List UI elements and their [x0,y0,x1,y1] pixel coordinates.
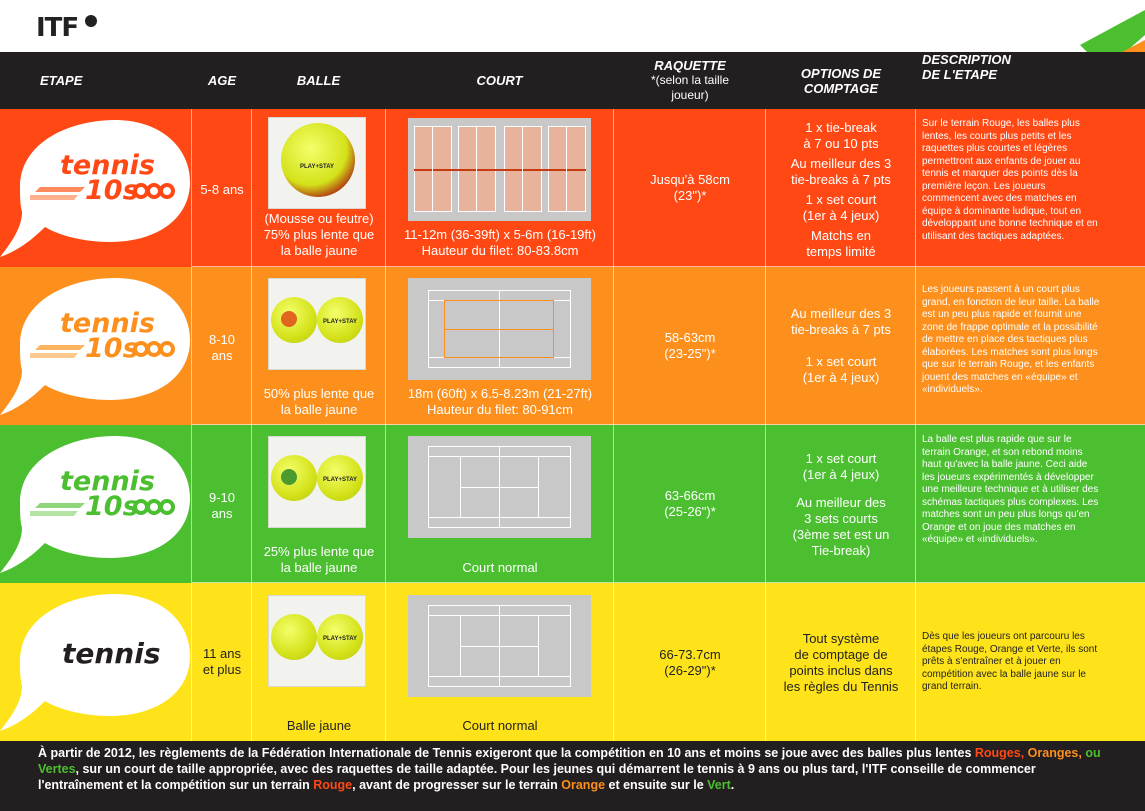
scoring-line: 3 sets courts [804,511,878,526]
court-diagram-full [408,436,591,538]
court-caption-line: 18m (60ft) x 6.5-8.23m (21-27ft) [407,386,593,401]
footer-red-word: Rouges, [974,746,1025,760]
footer-note [0,741,1145,811]
racket-size-line: 58-63cm [664,330,716,345]
header-options-l1: OPTIONS DE [800,65,882,81]
tennis-ball-icon [85,15,97,27]
header-age: AGE [207,73,237,88]
scoring-options [766,117,916,263]
ball-caption-line: (Mousse ou feutre) [264,211,374,226]
divider [192,582,1145,583]
ball-print: PLAY+STAY [323,636,357,642]
divider [385,109,386,741]
rings-icon [132,340,178,358]
court-caption-line: Hauteur du filet: 80-91cm [427,402,573,417]
itf-logo: ITF [36,13,79,43]
ball-photo [268,117,366,209]
court-diagram-orange [408,278,591,380]
court-caption [387,385,613,419]
ball-print: PLAY+STAY [300,164,334,170]
scoring-line: Au meilleur des 3 [790,156,892,171]
footer-ou: ou [1081,746,1101,760]
header-raquette-sub: *(selon la taille joueur) [650,73,730,102]
racket-size [614,328,766,364]
divider [192,266,1145,267]
racket-size-line: (26-29")* [664,663,716,678]
racket-size [614,486,766,522]
court-caption [387,226,613,260]
footer-text: et ensuite sur le [605,778,708,792]
footer-orange-word: Oranges, [1027,746,1082,760]
scoring-line: Au meilleur des 3 [790,306,892,321]
racket-size [614,645,766,681]
ball-caption: Balle jaune [286,718,352,733]
racket-size-line: (25-26")* [664,504,716,519]
footer-green-word: Vertes [38,762,76,776]
scoring-line: Tout système [802,631,880,646]
footer-red-word: Rouge [313,778,353,792]
ball-caption [254,543,384,577]
ball-caption-line: 50% plus lente que [263,386,375,401]
scoring-line: tie-breaks à 7 pts [791,172,891,187]
ball-caption [254,210,384,260]
stage-description: La balle est plus rapide que sur le terrain Orange, et son rebond moins haut qu'avec la balle jaune. Ceci aide les joueurs expérimentés à développer une meilleure technique et à utiliser des schémas tactiques plus complexes. Les matches sont un peu plus longs qu'en Orange et on joue des matches en «équipe» et «individuels». [922,434,1099,545]
scoring-line: (3ème set est un [792,527,890,542]
header-options-l2: COMPTAGE [803,80,879,96]
court-diagram-mini [408,118,591,221]
age-value: 9-10 ans [208,490,236,521]
scoring-line: Au meilleur des [796,495,886,510]
scoring-line: 1 x set court [805,192,877,207]
tennis-logo-word: tennis [60,466,155,497]
scoring-line: temps limité [806,244,876,259]
ball-photo [268,595,366,687]
ball [271,614,317,660]
scoring-line: les règles du Tennis [783,679,899,694]
scoring-line: Matchs en [811,228,871,243]
court-diagram-full [408,595,591,697]
stage-description: Les joueurs passent à un court plus grand, en fonction de leur taille. La balle est un peu plus rapide et fournit une zone de frappe optimale et la possibilité de mettre en place des tactiques plus élaborées. Les matches sont plus longs que sur le terrain Rouge, et les enfants jouent des matches en «équipe» et «individuels». [922,284,1100,395]
court-caption-line: Hauteur du filet: 80-83.8cm [421,243,579,258]
speed-lines-icon [30,187,85,201]
header-options [766,52,916,109]
scoring-line: (1er à 4 jeux) [802,208,880,223]
ball-photo [268,278,366,370]
header-balle: BALLE [296,73,341,88]
racket-size-line: 66-73.7cm [659,647,721,662]
scoring-options [766,445,916,565]
scoring-line: 1 x set court [805,451,877,466]
footer-green-word: Vert [707,778,731,792]
court-caption: Court normal [462,560,538,575]
scoring-line: de comptage de [794,647,888,662]
scoring-options [766,628,916,698]
tennis-logo-word: tennis [60,150,155,181]
ball-dot [281,311,297,327]
scoring-options [766,300,916,392]
ball-caption-line: la balle jaune [280,402,358,417]
divider [192,424,1145,425]
rings-icon [132,498,178,516]
court-caption-line: 11-12m (36-39ft) x 5-6m (16-19ft) [404,227,596,242]
rings-icon [132,182,178,200]
ball-caption-line: la balle jaune [280,560,358,575]
footer-text: À partir de 2012, les règlements de la Fédération Internationale de Tennis exigeront que la compétition en 10 ans et moins se joue avec des balles plus lentes [38,746,975,760]
scoring-line: (1er à 4 jeux) [802,467,880,482]
racket-size [614,170,766,206]
scoring-line: à 7 ou 10 pts [803,136,879,151]
speed-lines-icon [30,503,85,517]
racket-size-line: 63-66cm [664,488,716,503]
scoring-line: (1er à 4 jeux) [802,370,880,385]
scoring-line: 1 x set court [805,354,877,369]
header-description-l2: DE L'ETAPE [922,67,998,82]
age-value: 11 ans et plus [202,646,242,677]
ball-dot [281,469,297,485]
footer-text: , avant de progresser sur le terrain [352,778,562,792]
ball-caption-line: la balle jaune [280,243,358,258]
tennis-logo-word: tennis [60,308,155,339]
stage-description: Sur le terrain Rouge, les balles plus lentes, les courts plus petits et les raquettes plus courtes et légères permettront aux enfants de jouer au tennis et marquer des points dès la première leçon. Les joueurs commencent avec des matches en équipe à dominante ludique, tout en développant une bonne technique et en utilisant des tactiques adaptées. [922,118,1098,242]
header-description [916,52,1056,109]
racket-size-line: (23")* [673,188,707,203]
header-raquette-title: RAQUETTE [654,58,726,73]
tennis-logo-num: 10s [85,333,139,364]
ball [281,123,355,197]
scoring-line: 1 x tie-break [805,120,877,135]
header-etape: ETAPE [40,73,83,88]
racket-size-line: Jusqu'à 58cm [650,172,730,187]
ball-caption-line: 75% plus lente que [263,227,375,242]
ball-print: PLAY+STAY [323,319,357,325]
footer-text: . [730,778,735,792]
header-court: COURT [476,73,523,88]
header-raquette [614,52,766,109]
tennis-logo-num: 10s [85,491,139,522]
court-caption: Court normal [462,718,538,733]
scoring-line: Tie-break) [811,543,871,558]
ball-caption-line: 25% plus lente que [263,544,375,559]
scoring-line: points inclus dans [789,663,893,678]
tennis-logo-num: 10s [85,175,139,206]
ball-photo [268,436,366,528]
racket-size-line: (23-25")* [664,346,716,361]
stage-description: Dès que les joueurs ont parcouru les étapes Rouge, Orange et Verte, ils sont prêts à s'entraîner et à jouer en compétition avec la balle jaune sur le grand terrain. [922,631,1098,692]
age-value: 5-8 ans [200,182,244,197]
speed-lines-icon [30,345,85,359]
footer-text: , sur un court de taille appropriée, avec des raquettes de taille adaptée. Pour les jeunes qui démarrent le tennis à 9 ans ou plus tard, l'ITF conseille de commencer l'entraînement et la compétition sur un terrain [38,762,1036,792]
ball-caption [254,385,384,419]
tennis-logo-word: tennis [62,637,161,670]
footer-orange-word: Orange [561,778,606,792]
header-description-l1: DESCRIPTION [922,52,1011,67]
divider [251,109,252,741]
scoring-line: tie-breaks à 7 pts [791,322,891,337]
age-value: 8-10 ans [208,332,236,363]
ball-print: PLAY+STAY [323,477,357,483]
